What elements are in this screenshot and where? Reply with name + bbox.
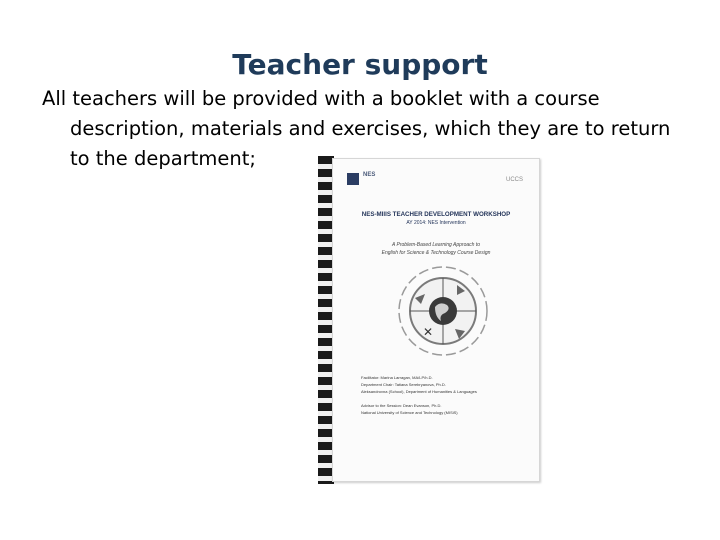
body-line-3: to the department; [70, 147, 256, 170]
credit-line: Facilitator: Marina Larragan, MA/LP/h.D. [361, 375, 433, 380]
body-line-2: description, materials and exercises, which they are to return [70, 117, 671, 140]
booklet-subtitle-2: English for Science & Technology Course Design [381, 250, 491, 256]
credit-spacer [361, 395, 526, 402]
credit-line: National University of Science and Technology (MISiS) [361, 410, 458, 415]
partner-logo: UCCS [505, 177, 523, 183]
booklet-credits [361, 374, 526, 416]
booklet-photo [318, 156, 542, 484]
credit-line: Advisor to the Session: Dean Evanson, Ph.D. [361, 403, 442, 408]
booklet-heading: NES-MIIIS TEACHER DEVELOPMENT WORKSHOP [361, 211, 511, 218]
body-line-1: All teachers will be provided with a booklet with a course [42, 87, 600, 110]
nes-logo-icon [347, 173, 359, 185]
nes-logo-text: NES [363, 172, 376, 178]
credit-line: Department Chair: Tatiana Serebryanova, Ph.D. [361, 382, 446, 387]
svg-text:✕: ✕ [423, 325, 434, 339]
booklet-subtitle-1: A Problem-Based Learning Approach to [391, 242, 480, 248]
credit-line: Aleksandrovna (School), Department of Humanities & Languages [361, 389, 477, 394]
slide-title: Teacher support [232, 48, 488, 81]
cycle-emblem-icon [395, 263, 491, 359]
booklet-cover [332, 158, 540, 482]
booklet-subheading: AY 2014: NES Intervention [406, 220, 466, 226]
